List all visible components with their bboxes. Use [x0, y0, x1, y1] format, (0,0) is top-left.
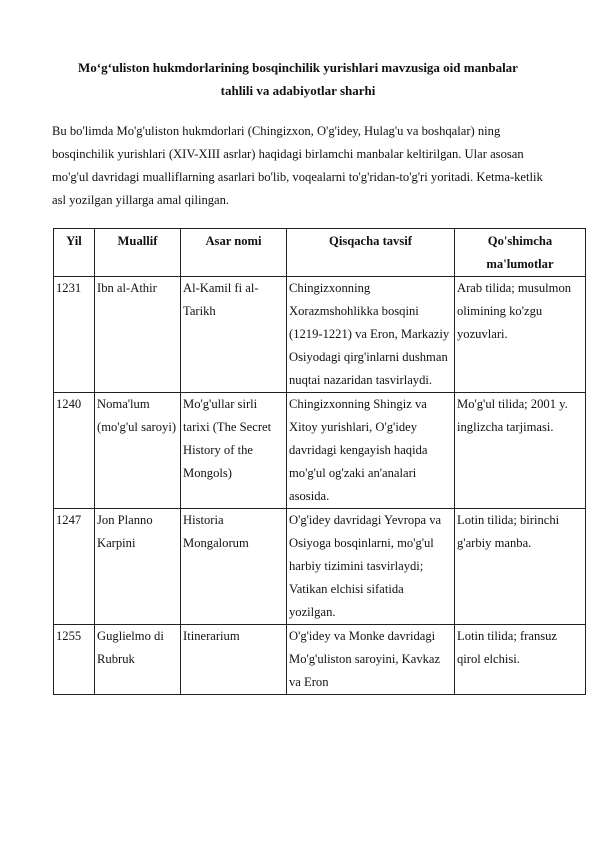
cell-work-title: Historia Mongalorum: [181, 509, 287, 625]
cell-additional-info: Lotin tilida; fransuz qirol elchisi.: [455, 625, 586, 695]
document-title-line-1: Mo‘g‘uliston hukmdorlarining bosqinchilik yurishlari mavzusiga oid manbalar: [78, 60, 518, 75]
cell-additional-info: Lotin tilida; birinchi g'arbiy manba.: [455, 509, 586, 625]
cell-author: Noma'lum (mo'g'ul saroyi): [95, 393, 181, 509]
intro-paragraph: Bu bo'limda Mo'g'uliston hukmdorlari (Chingizxon, O'g'idey, Hulag'u va boshqalar) ning bosqinchilik yurishlari (XIV-XIII asrlar) haqidagi birlamchi manbalar keltirilgan. Ular asosan mo'g'ul davridagi mualliflarning asarlari bo'lib, voqealarni to'g'ridan-to'g'ri yoritadi. Ketma-ketlik asl yozilgan yillarga amal qilingan.: [52, 124, 543, 207]
cell-summary: O'g'idey davridagi Yevropa va Osiyoga bosqinlarni, mo'g'ul harbiy tizimini tasvirlaydi; Vatikan elchisi sifatida yozilgan.: [287, 509, 455, 625]
header-year: Yil: [54, 229, 95, 277]
header-author: Muallif: [95, 229, 181, 277]
header-work-title: Asar nomi: [181, 229, 287, 277]
table-header-row: [54, 229, 586, 277]
document-title: [40, 56, 556, 102]
cell-year: 1231: [54, 277, 95, 393]
cell-work-title: Itinerarium: [181, 625, 287, 695]
table-row: [54, 393, 586, 509]
cell-summary: Chingizxonning Shingiz va Xitoy yurishlari, O'g'idey davridagi kengayish haqida mo'g'ul og'zaki an'analari asosida.: [287, 393, 455, 509]
table-row: [54, 509, 586, 625]
cell-author: Ibn al-Athir: [95, 277, 181, 393]
cell-summary: O'g'idey va Monke davridagi Mo'g'uliston saroyini, Kavkaz va Eron: [287, 625, 455, 695]
cell-additional-info: Mo'g'ul tilida; 2001 y. inglizcha tarjimasi.: [455, 393, 586, 509]
cell-author: Guglielmo di Rubruk: [95, 625, 181, 695]
cell-year: 1240: [54, 393, 95, 509]
table-row: [54, 277, 586, 393]
document-title-line-2: tahlili va adabiyotlar sharhi: [220, 83, 376, 98]
header-additional-info: Qo'shimcha ma'lumotlar: [455, 229, 586, 277]
cell-year: 1255: [54, 625, 95, 695]
cell-work-title: Al-Kamil fi al-Tarikh: [181, 277, 287, 393]
cell-additional-info: Arab tilida; musulmon olimining ko'zgu yozuvlari.: [455, 277, 586, 393]
sources-table: [53, 228, 586, 695]
header-summary: Qisqacha tavsif: [287, 229, 455, 277]
cell-summary: Chingizxonning Xorazmshohlikka bosqini (1219-1221) va Eron, Markaziy Osiyodagi qirg'inlarni dushman nuqtai nazaridan tasvirlaydi.: [287, 277, 455, 393]
cell-year: 1247: [54, 509, 95, 625]
table-row: [54, 625, 586, 695]
cell-author: Jon Planno Karpini: [95, 509, 181, 625]
cell-work-title: Mo'g'ullar sirli tarixi (The Secret History of the Mongols): [181, 393, 287, 509]
